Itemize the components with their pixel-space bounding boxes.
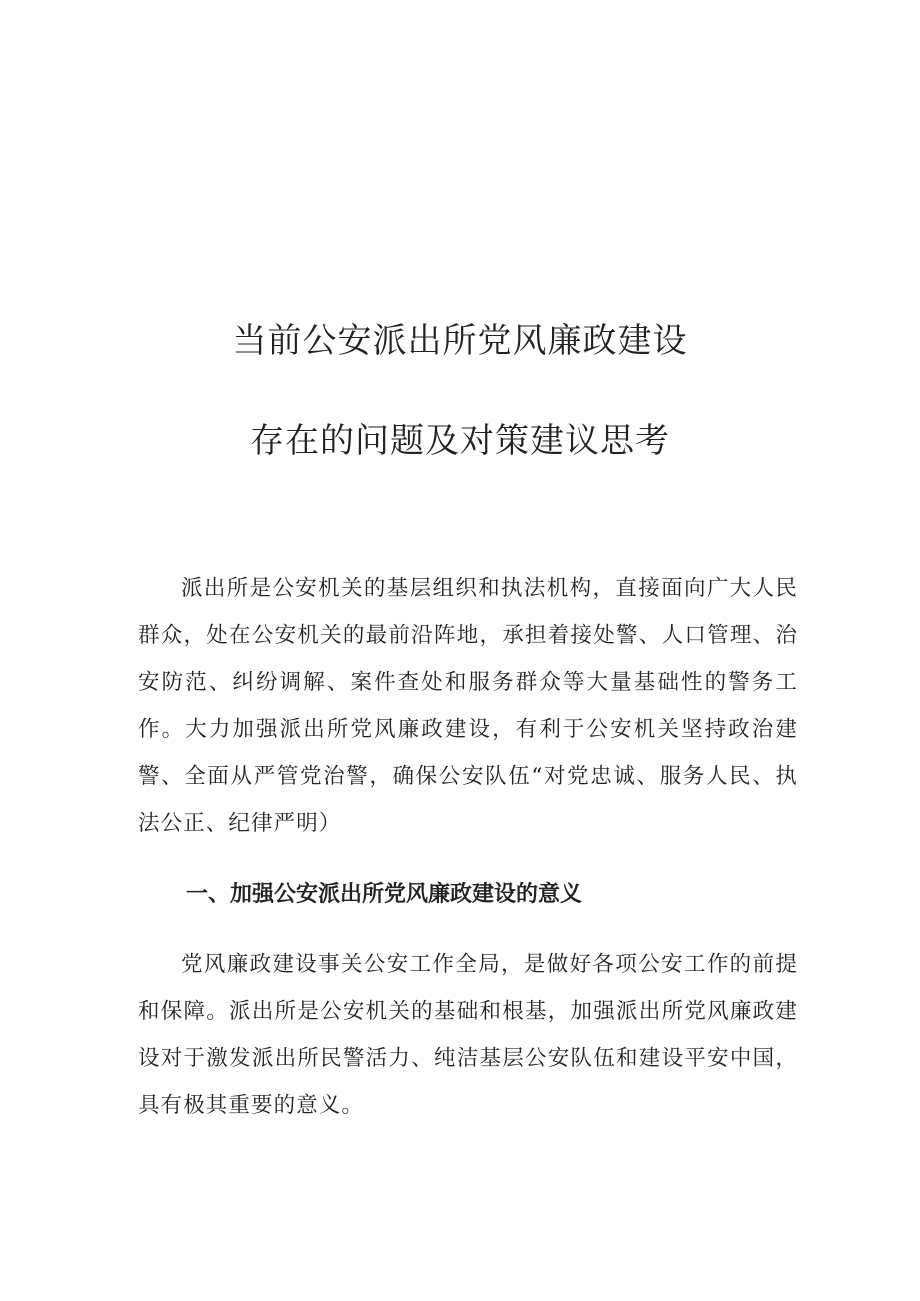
section-1-heading: 一、加强公安派出所党风廉政建设的意义 — [186, 882, 583, 907]
section-1-paragraph: 党风廉政建设事关公安工作全局，是做好各项公安工作的前提和保障。派出所是公安机关的基础和根基，加强派出所党风廉政建设对于激发派出所民警活力、纯洁基层公安队伍和建设平安中国，具有极其重要的意义。 — [138, 952, 798, 1118]
document-title-line-2: 存在的问题及对策建议思考 — [250, 421, 670, 461]
intro-paragraph: 派出所是公安机关的基层组织和执法机构，直接面向广大人民群众，处在公安机关的最前沿阵地，承担着接处警、人口管理、治安防范、纠纷调解、案件查处和服务群众等大量基础性的警务工作。大力加强派出所党风廉政建设，有利于公安机关坚持政治建警、全面从严管党治警，确保公安队伍“对党忠诚、服务人民、执法公正、纪律严明） — [138, 576, 798, 836]
document-title-line-1: 当前公安派出所党风廉政建设 — [232, 321, 688, 361]
